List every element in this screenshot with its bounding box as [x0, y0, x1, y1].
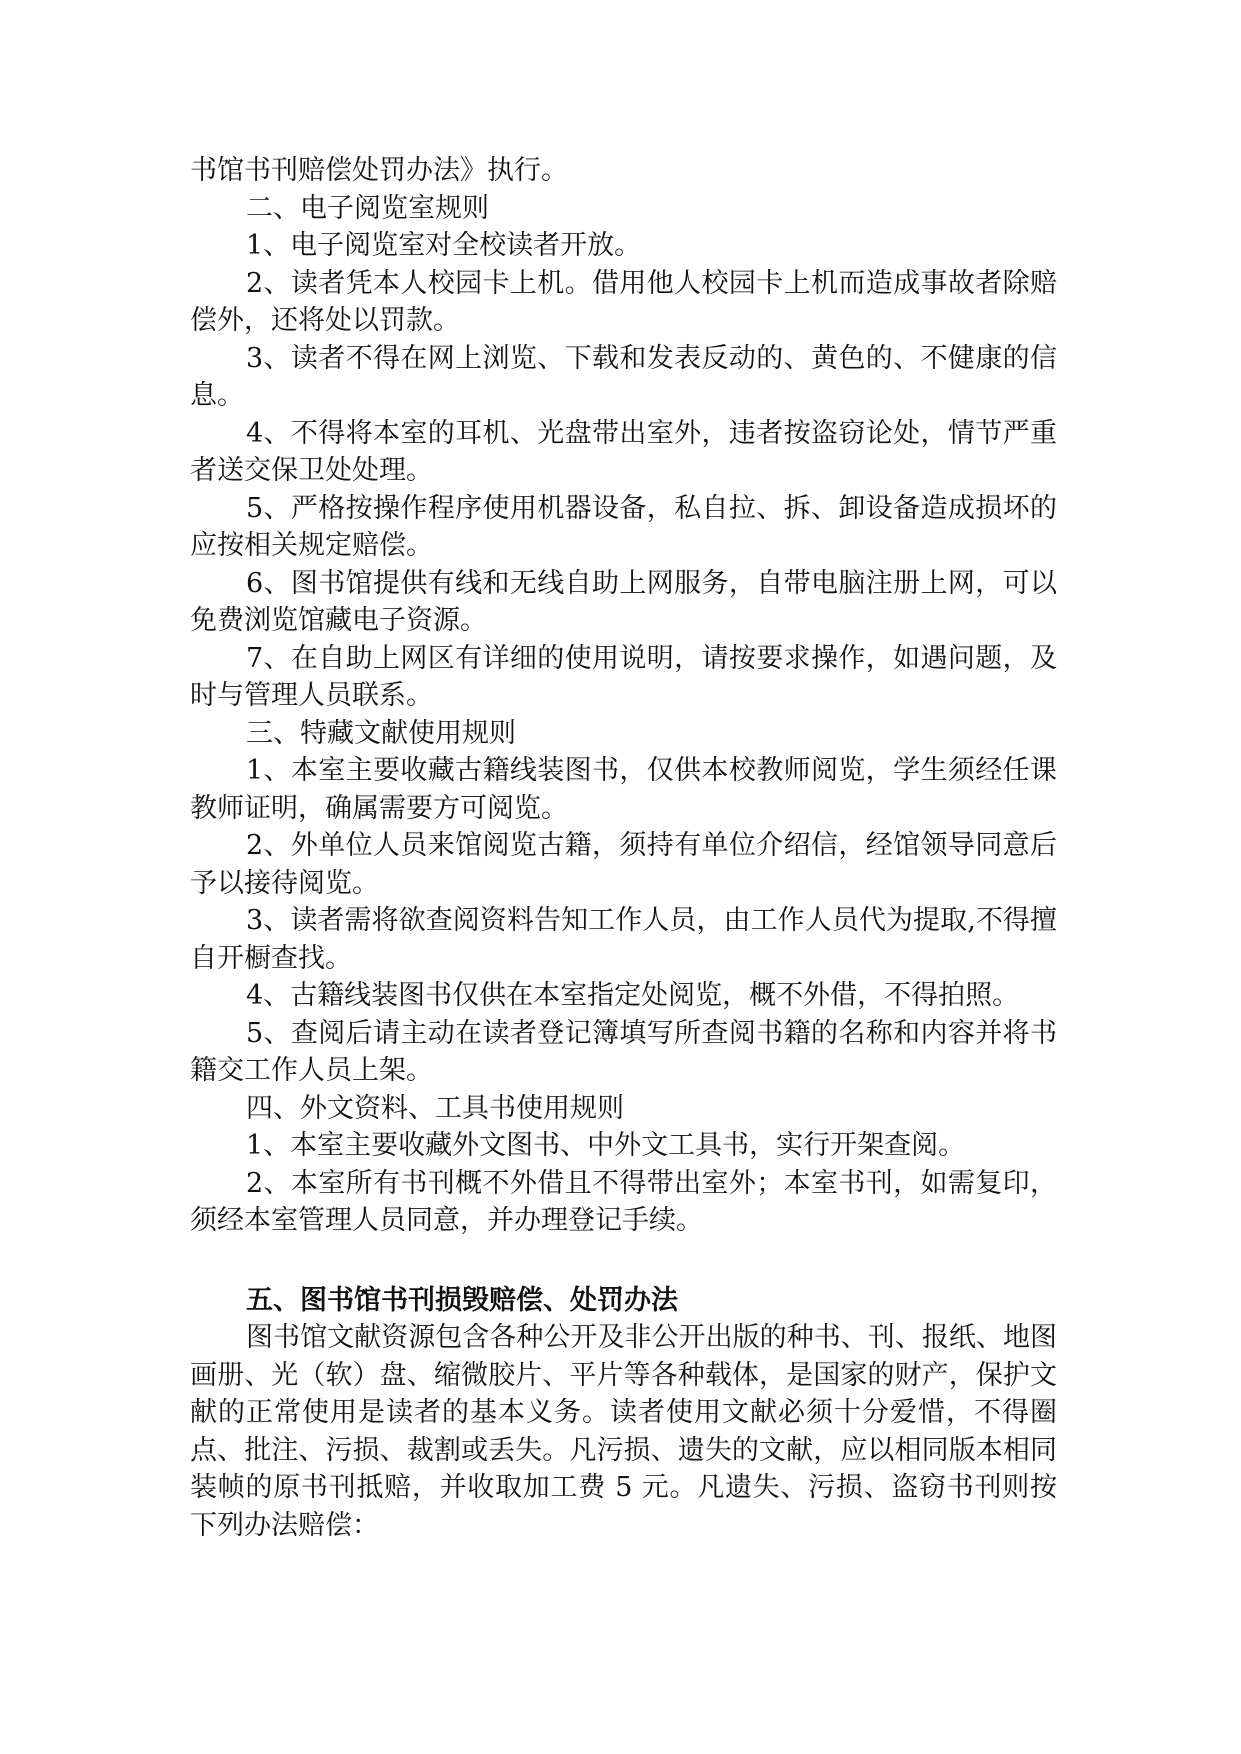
rule-item: 1、本室主要收藏外文图书、中外文工具书，实行开架查阅。 — [246, 1130, 966, 1161]
rule-item: 1、电子阅览室对全校读者开放。 — [246, 230, 642, 261]
rule-item: 7、在自助上网区有详细的使用说明，请按要求操作，如遇问题，及时与管理人员联系。 — [190, 642, 1057, 711]
rule-item: 5、严格按操作程序使用机器设备，私自拉、拆、卸设备造成损坏的应按相关规定赔偿。 — [190, 492, 1057, 561]
section-foreign-reference-rules — [190, 1090, 1057, 1240]
section-title: 三、特藏文献使用规则 — [246, 717, 516, 749]
rule-item: 2、读者凭本人校园卡上机。借用他人校园卡上机而造成事故者除赔偿外，还将处以罚款。 — [190, 267, 1057, 336]
document-page — [190, 152, 1057, 1544]
section-special-collection-rules — [190, 715, 1057, 1090]
rule-item: 3、读者不得在网上浏览、下载和发表反动的、黄色的、不健康的信息。 — [190, 342, 1057, 411]
rule-item: 4、古籍线装图书仅供在本室指定处阅览，概不外借，不得拍照。 — [246, 980, 1020, 1011]
rule-item: 6、图书馆提供有线和无线自助上网服务，自带电脑注册上网，可以免费浏览馆藏电子资源。 — [190, 567, 1057, 636]
rule-item: 2、外单位人员来馆阅览古籍，须持有单位介绍信，经馆领导同意后予以接待阅览。 — [190, 830, 1057, 899]
section-damage-compensation — [190, 1282, 1057, 1545]
section-gap — [190, 1240, 1057, 1282]
rule-item: 2、本室所有书刊概不外借且不得带出室外；本室书刊，如需复印，须经本室管理人员同意，并办理登记手续。 — [190, 1167, 1057, 1236]
section-title: 四、外文资料、工具书使用规则 — [246, 1092, 624, 1124]
section-title: 二、电子阅览室规则 — [246, 192, 489, 224]
section-e-reading-room-rules — [190, 190, 1057, 715]
continuation-text: 书馆书刊赔偿处罚办法》执行。 — [190, 155, 568, 186]
rule-item: 4、不得将本室的耳机、光盘带出室外，违者按盗窃论处，情节严重者送交保卫处处理。 — [190, 417, 1057, 486]
section-heading: 五、图书馆书刊损毁赔偿、处罚办法 — [246, 1284, 678, 1316]
rule-item: 1、本室主要收藏古籍线装图书，仅供本校教师阅览，学生须经任课教师证明，确属需要方可阅览。 — [190, 755, 1057, 824]
rule-item: 3、读者需将欲查阅资料告知工作人员，由工作人员代为提取,不得擅自开橱查找。 — [190, 905, 1057, 974]
section-body: 图书馆文献资源包含各种公开及非公开出版的种书、刊、报纸、地图画册、光（软）盘、缩微胶片、平片等各种载体，是国家的财产，保护文献的正常使用是读者的基本义务。读者使用文献必须十分爱惜，不得圈点、批注、污损、裁割或丢失。凡污损、遗失的文献，应以相同版本相同装帧的原书刊抵赔，并收取加工费 5 元。凡遗失、污损、盗窃书刊则按下列办法赔偿： — [190, 1322, 1057, 1541]
rule-item: 5、查阅后请主动在读者登记簿填写所查阅书籍的名称和内容并将书籍交工作人员上架。 — [190, 1017, 1057, 1086]
